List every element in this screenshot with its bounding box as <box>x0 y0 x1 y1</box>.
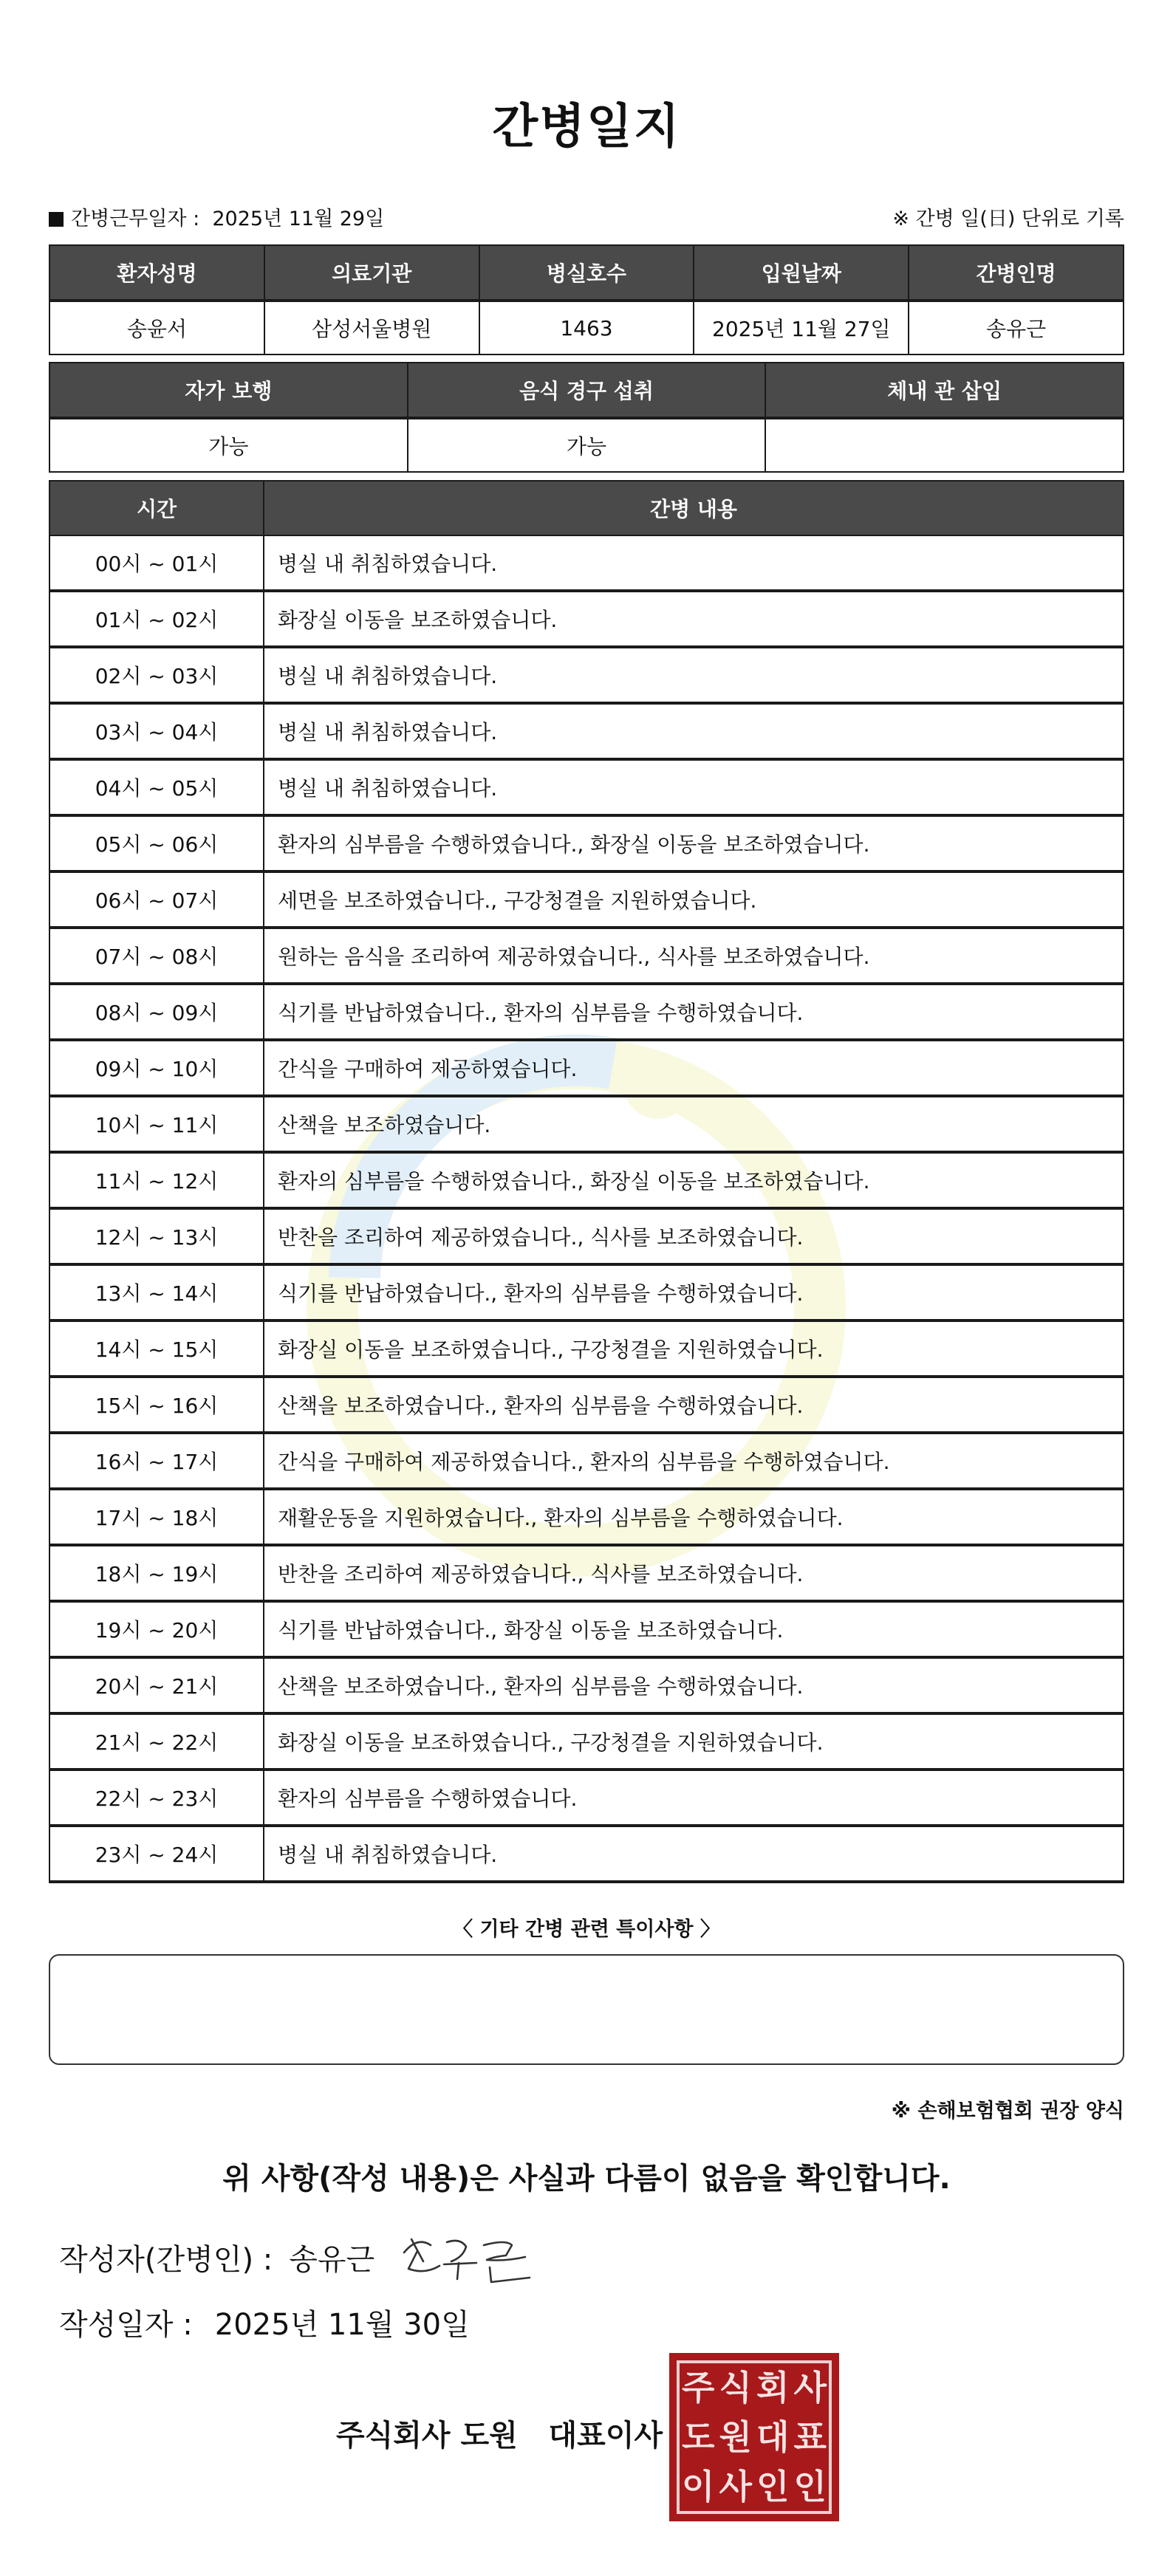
content-cell: 식기를 반납하였습니다., 환자의 심부름을 수행하였습니다. <box>264 984 1124 1040</box>
form-note: ※ 손해보험협회 권장 양식 <box>891 2100 1124 2123</box>
ability-table <box>49 362 1124 473</box>
room-number: 1463 <box>479 301 694 354</box>
table-row <box>49 1826 1124 1882</box>
time-cell: 16시 ~ 17시 <box>49 1433 264 1489</box>
seal-char: 원 <box>719 2416 752 2457</box>
content-cell: 병실 내 취침하였습니다. <box>264 647 1124 703</box>
time-cell: 18시 ~ 19시 <box>49 1545 264 1601</box>
time-cell: 10시 ~ 11시 <box>49 1096 264 1152</box>
time-cell: 17시 ~ 18시 <box>49 1489 264 1545</box>
remarks-box <box>49 1954 1124 2065</box>
content-cell: 환자의 심부름을 수행하였습니다., 화장실 이동을 보조하였습니다. <box>264 1152 1124 1208</box>
time-cell: 22시 ~ 23시 <box>49 1770 264 1826</box>
table-row <box>49 1096 1124 1152</box>
seal-characters <box>677 2360 832 2514</box>
content-cell: 산책을 보조하였습니다., 환자의 심부름을 수행하였습니다. <box>264 1657 1124 1713</box>
time-cell: 21시 ~ 22시 <box>49 1713 264 1770</box>
time-header: 시간 <box>49 481 264 535</box>
oral-intake-value: 가능 <box>408 418 766 472</box>
time-cell: 13시 ~ 14시 <box>49 1264 264 1320</box>
work-date-value: 2025년 11월 29일 <box>212 208 385 230</box>
table-row <box>49 647 1124 703</box>
table-row <box>49 928 1124 984</box>
content-cell: 산책을 보조하였습니다. <box>264 1096 1124 1152</box>
hospital: 삼성서울병원 <box>264 301 479 354</box>
content-cell: 병실 내 취침하였습니다. <box>264 759 1124 815</box>
care-log-body <box>49 535 1124 1882</box>
write-date-label: 작성일자 : <box>59 2308 193 2342</box>
caregiver-name: 송유근 <box>909 301 1124 354</box>
content-cell: 환자의 심부름을 수행하였습니다. <box>264 1770 1124 1826</box>
table-row <box>49 535 1124 591</box>
content-cell: 세면을 보조하였습니다., 구강청결을 지원하였습니다. <box>264 871 1124 928</box>
content-cell: 병실 내 취침하였습니다. <box>264 1826 1124 1882</box>
room-header: 병실호수 <box>479 245 694 301</box>
handwritten-signature <box>395 2223 543 2289</box>
oral-intake-header: 음식 경구 섭취 <box>408 363 766 418</box>
write-date-line <box>59 2301 470 2343</box>
table-row <box>49 591 1124 647</box>
table-row <box>49 1713 1124 1770</box>
time-cell: 04시 ~ 05시 <box>49 759 264 815</box>
patient-name: 송윤서 <box>49 301 264 354</box>
content-cell: 화장실 이동을 보조하였습니다., 구강청결을 지원하였습니다. <box>264 1320 1124 1377</box>
time-cell: 08시 ~ 09시 <box>49 984 264 1040</box>
seal-char: 사 <box>719 2466 752 2507</box>
time-cell: 01시 ~ 02시 <box>49 591 264 647</box>
time-cell: 23시 ~ 24시 <box>49 1826 264 1882</box>
writer-label: 작성자(간병인) : <box>59 2243 273 2277</box>
care-log-header <box>49 481 1124 535</box>
care-log-table <box>49 480 1124 1883</box>
content-cell: 간식을 구매하여 제공하였습니다. <box>264 1040 1124 1096</box>
work-date-label: 간병근무일자 : <box>71 208 200 230</box>
content-cell: 병실 내 취침하였습니다. <box>264 535 1124 591</box>
work-date-block <box>49 202 384 231</box>
seal-char: 식 <box>719 2368 752 2408</box>
ability-header <box>49 363 1124 418</box>
daily-note: ※ 간병 일(日) 단위로 기록 <box>892 208 1124 230</box>
table-row <box>49 1489 1124 1545</box>
table-row <box>49 1040 1124 1096</box>
content-cell: 원하는 음식을 조리하여 제공하였습니다., 식사를 보조하였습니다. <box>264 928 1124 984</box>
admission-date-header: 입원날짜 <box>694 245 909 301</box>
confirm-statement: 위 사항(작성 내용)은 사실과 다름이 없음을 확인합니다. <box>222 2162 951 2196</box>
table-row <box>49 815 1124 871</box>
meta-row <box>49 198 1124 233</box>
time-cell: 11시 ~ 12시 <box>49 1152 264 1208</box>
table-row <box>49 1208 1124 1264</box>
content-cell: 환자의 심부름을 수행하였습니다., 화장실 이동을 보조하였습니다. <box>264 815 1124 871</box>
seal-char: 이 <box>682 2466 715 2507</box>
writer-name: 송유근 <box>289 2243 375 2277</box>
content-cell: 반찬을 조리하여 제공하였습니다., 식사를 보조하였습니다. <box>264 1208 1124 1264</box>
time-cell: 20시 ~ 21시 <box>49 1657 264 1713</box>
content-cell: 재활운동을 지원하였습니다., 환자의 심부름을 수행하였습니다. <box>264 1489 1124 1545</box>
time-cell: 06시 ~ 07시 <box>49 871 264 928</box>
patient-info-header <box>49 245 1124 301</box>
table-row <box>49 1152 1124 1208</box>
company-representative: 주식회사 도원 대표이사 <box>336 2419 663 2453</box>
content-cell: 간식을 구매하여 제공하였습니다., 환자의 심부름을 수행하였습니다. <box>264 1433 1124 1489</box>
time-cell: 19시 ~ 20시 <box>49 1601 264 1657</box>
admission-date: 2025년 11월 27일 <box>694 301 909 354</box>
table-row <box>49 1601 1124 1657</box>
table-row <box>49 1433 1124 1489</box>
square-bullet-icon <box>49 212 64 227</box>
seal-char: 인 <box>793 2466 827 2507</box>
time-cell: 05시 ~ 06시 <box>49 815 264 871</box>
table-row <box>49 871 1124 928</box>
table-row <box>49 1770 1124 1826</box>
hospital-header: 의료기관 <box>264 245 479 301</box>
walking-header: 자가 보행 <box>49 363 408 418</box>
content-cell: 병실 내 취침하였습니다. <box>264 703 1124 759</box>
page-title: 간병일지 <box>492 100 681 154</box>
time-cell: 15시 ~ 16시 <box>49 1377 264 1433</box>
table-row <box>49 1320 1124 1377</box>
tube-value <box>765 418 1124 472</box>
table-row <box>49 1377 1124 1433</box>
write-date: 2025년 11월 30일 <box>214 2308 470 2342</box>
time-cell: 00시 ~ 01시 <box>49 535 264 591</box>
time-cell: 12시 ~ 13시 <box>49 1208 264 1264</box>
content-cell: 화장실 이동을 보조하였습니다. <box>264 591 1124 647</box>
content-cell: 식기를 반납하였습니다., 환자의 심부름을 수행하였습니다. <box>264 1264 1124 1320</box>
remarks-label: 〈 기타 간병 관련 특이사항 〉 <box>453 1918 720 1941</box>
table-row <box>49 703 1124 759</box>
table-row <box>49 1657 1124 1713</box>
writer-line <box>59 2236 375 2278</box>
content-header: 간병 내용 <box>264 481 1124 535</box>
seal-char: 회 <box>756 2368 790 2408</box>
time-cell: 14시 ~ 15시 <box>49 1320 264 1377</box>
seal-char: 표 <box>793 2416 827 2457</box>
content-cell: 화장실 이동을 보조하였습니다., 구강청결을 지원하였습니다. <box>264 1713 1124 1770</box>
caregiver-name-header: 간병인명 <box>909 245 1124 301</box>
time-cell: 03시 ~ 04시 <box>49 703 264 759</box>
content-cell: 산책을 보조하였습니다., 환자의 심부름을 수행하였습니다. <box>264 1377 1124 1433</box>
content-cell: 반찬을 조리하여 제공하였습니다., 식사를 보조하였습니다. <box>264 1545 1124 1601</box>
patient-info-table <box>49 244 1124 355</box>
time-cell: 07시 ~ 08시 <box>49 928 264 984</box>
company-seal <box>669 2353 839 2521</box>
seal-char: 사 <box>793 2368 827 2408</box>
seal-char: 대 <box>756 2416 790 2457</box>
table-row <box>49 1264 1124 1320</box>
ability-values <box>49 418 1124 472</box>
seal-char: 인 <box>756 2466 790 2507</box>
content-cell: 식기를 반납하였습니다., 화장실 이동을 보조하였습니다. <box>264 1601 1124 1657</box>
tube-header: 체내 관 삽입 <box>765 363 1124 418</box>
seal-char: 도 <box>682 2416 715 2457</box>
patient-name-header: 환자성명 <box>49 245 264 301</box>
time-cell: 02시 ~ 03시 <box>49 647 264 703</box>
table-row <box>49 984 1124 1040</box>
patient-info-values <box>49 301 1124 354</box>
seal-char: 주 <box>682 2368 715 2408</box>
time-cell: 09시 ~ 10시 <box>49 1040 264 1096</box>
table-row <box>49 1545 1124 1601</box>
walking-value: 가능 <box>49 418 408 472</box>
table-row <box>49 759 1124 815</box>
